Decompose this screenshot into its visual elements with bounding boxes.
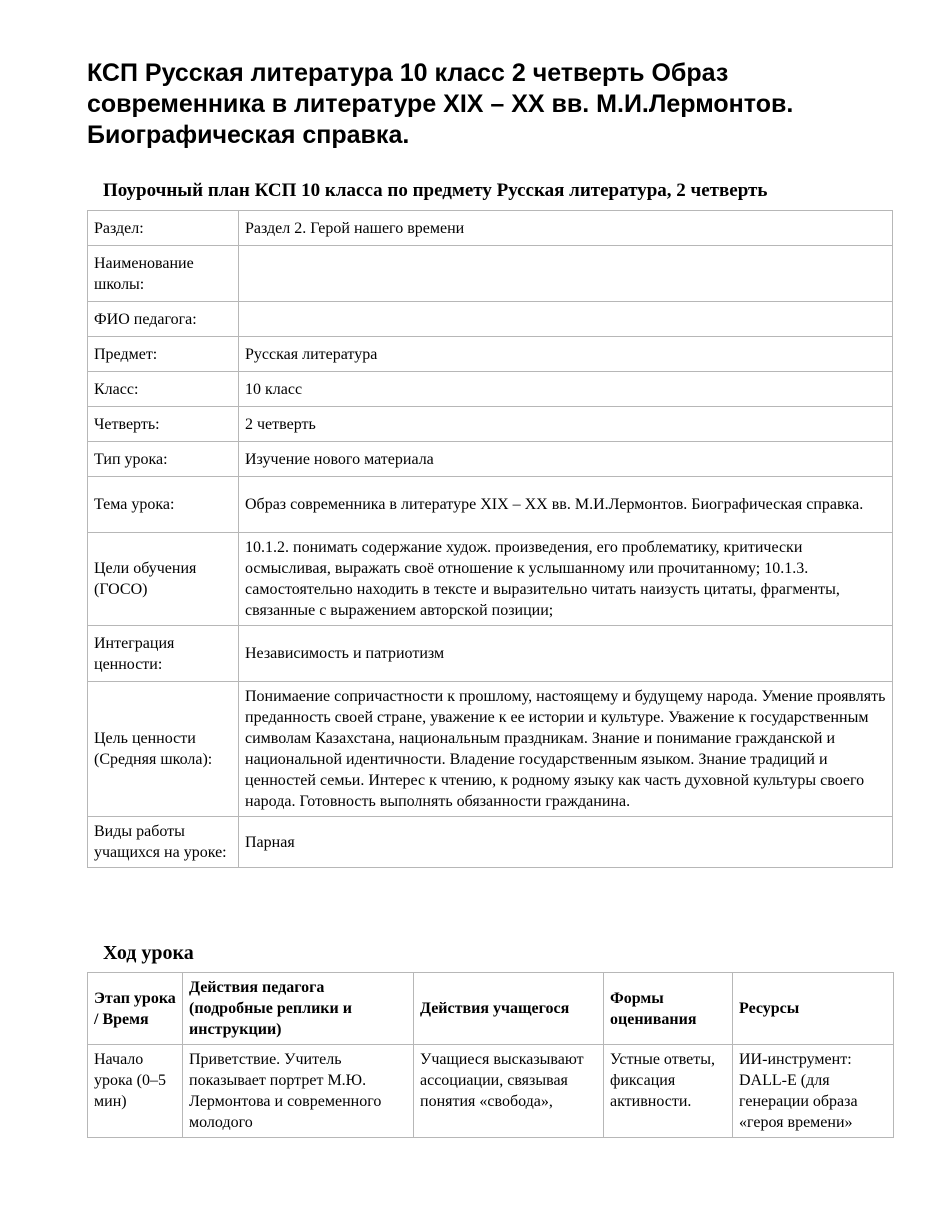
lesson-info-table — [87, 210, 893, 868]
info-label: Цель ценности (Средняя школа): — [88, 682, 239, 817]
plan-subheading: Поурочный план КСП 10 класса по предмету Русская литература, 2 четверть — [103, 180, 768, 201]
info-value: Изучение нового материала — [239, 442, 893, 477]
info-value: Раздел 2. Герой нашего времени — [239, 211, 893, 246]
info-value: Понимаение сопричастности к прошлому, настоящему и будущему народа. Умение проявлять преданность своей стране, уважение к ее истории и культуре. Уважение к государственным символам Казахстана, национальным праздникам. Знание и понимание гражданской и национальной идентичности. Владение государственным языком. Знание традиций и ценностей семьи. Интерес к чтению, к родному языку как часть духовной культуры своего народа. Готовность выполнять обязанности гражданина. — [239, 682, 893, 817]
info-value: Парная — [239, 817, 893, 868]
info-value — [239, 302, 893, 337]
document-title: КСП Русская литература 10 класс 2 четверть Образ современника в литературе XIX – XX вв. М.И.Лермонтов. Биографическая справка. — [87, 59, 794, 149]
info-value — [239, 246, 893, 302]
lesson-header-row — [88, 973, 894, 1045]
info-label: ФИО педагога: — [88, 302, 239, 337]
info-row — [88, 682, 893, 817]
info-value: Образ современника в литературе XIX – XX вв. М.И.Лермонтов. Биографическая справка. — [239, 477, 893, 533]
column-header-student-actions: Действия учащегося — [414, 973, 604, 1045]
info-row — [88, 817, 893, 868]
info-value: Русская литература — [239, 337, 893, 372]
column-header-teacher-actions: Действия педагога (подробные реплики и инструкции) — [183, 973, 414, 1045]
column-header-assessment: Формы оценивания — [604, 973, 733, 1045]
info-row — [88, 477, 893, 533]
info-label: Наименование школы: — [88, 246, 239, 302]
info-label: Класс: — [88, 372, 239, 407]
info-label: Тема урока: — [88, 477, 239, 533]
info-label: Интеграция ценности: — [88, 626, 239, 682]
cell-assessment: Устные ответы, фиксация активности. — [604, 1045, 733, 1138]
info-value: 2 четверть — [239, 407, 893, 442]
info-value: 10 класс — [239, 372, 893, 407]
info-value: 10.1.2. понимать содержание худож. произведения, его проблематику, критически осмысливая, выражать своё отношение к услышанному или прочитанному; 10.1.3. самостоятельно находить в тексте и выразительно читать наизусть цитаты, фрагменты, связанные с выражением авторской позиции; — [239, 533, 893, 626]
lesson-flow-heading: Ход урока — [103, 942, 194, 964]
info-label: Раздел: — [88, 211, 239, 246]
cell-student-actions: Учащиеся высказывают ассоциации, связывая понятия «свобода», — [414, 1045, 604, 1138]
info-label: Тип урока: — [88, 442, 239, 477]
info-label: Четверть: — [88, 407, 239, 442]
column-header-stage: Этап урока / Время — [88, 973, 183, 1045]
info-row — [88, 211, 893, 246]
info-row — [88, 302, 893, 337]
cell-resources: ИИ-инструмент: DALL-E (для генерации образа «героя времени» — [733, 1045, 894, 1138]
info-label: Предмет: — [88, 337, 239, 372]
info-row — [88, 372, 893, 407]
info-row — [88, 626, 893, 682]
info-label: Цели обучения (ГОСО) — [88, 533, 239, 626]
info-row — [88, 442, 893, 477]
lesson-flow-table — [87, 972, 894, 1138]
cell-stage: Начало урока (0–5 мин) — [88, 1045, 183, 1138]
info-row — [88, 407, 893, 442]
cell-teacher-actions: Приветствие. Учитель показывает портрет М.Ю. Лермонтова и современного молодого — [183, 1045, 414, 1138]
info-row — [88, 246, 893, 302]
info-row — [88, 337, 893, 372]
info-value: Независимость и патриотизм — [239, 626, 893, 682]
info-row — [88, 533, 893, 626]
info-label: Виды работы учащихся на уроке: — [88, 817, 239, 868]
column-header-resources: Ресурсы — [733, 973, 894, 1045]
table-row — [88, 1045, 894, 1138]
